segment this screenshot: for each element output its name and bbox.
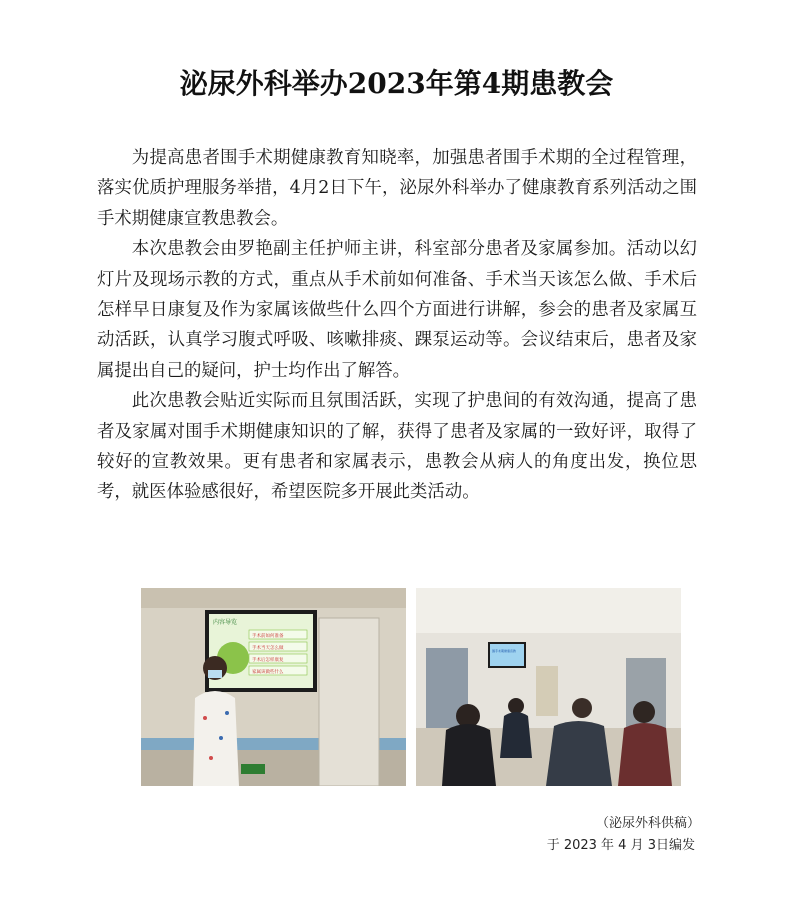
- slide-item-4: 家属该做些什么: [252, 670, 284, 675]
- audience-scene: [416, 588, 681, 786]
- article-title: 泌尿外科举办2023年第4期患教会: [179, 67, 614, 100]
- paragraph-3: 此次患教会贴近实际而且氛围活跃，实现了护患间的有效沟通，提高了患者及家属对围手术期健康知识的了解，获得了患者及家属的一致好评，取得了较好的宣教效果。更有患者和家属表示，患教会从病人的角度出发，换位思考，就医体验感很好，希望医院多开展此类活动。: [97, 391, 697, 503]
- photo-presenter: [141, 588, 406, 786]
- paragraph-1: 为提高患者围手术期健康教育知晓率，加强患者围手术期的全过程管理，落实优质护理服务举措，4月2日下午，泌尿外科举办了健康教育系列活动之围手术期健康宣教患教会。: [97, 148, 697, 229]
- publish-date: 于 2023 年 4 月 3日编发: [546, 838, 695, 853]
- source-credit: （泌尿外科供稿）: [595, 816, 700, 831]
- slide-item-2: 手术当天怎么做: [252, 646, 284, 651]
- article-body: [97, 143, 697, 508]
- presenter-scene: [141, 588, 406, 786]
- slide-item-3: 手术后怎样康复: [252, 658, 284, 663]
- photo-audience: [416, 588, 681, 786]
- paragraph-2: 本次患教会由罗艳副主任护师主讲，科室部分患者及家属参加。活动以幻灯片及现场示教的方式，重点从手术前如何准备、手术当天该怎么做、手术后怎样早日康复及作为家属该做些什么四个方面进行讲解，参会的患者及家属互动活跃，认真学习腹式呼吸、咳嗽排痰、踝泵运动等。会议结束后，患者及家属提出自己的疑问，护士均作出了解答。: [97, 239, 697, 381]
- slide-item-1: 手术前如何准备: [252, 634, 284, 639]
- slide-title: 内容导览: [213, 619, 238, 626]
- screen-title: 围手术期健康宣教: [492, 649, 517, 653]
